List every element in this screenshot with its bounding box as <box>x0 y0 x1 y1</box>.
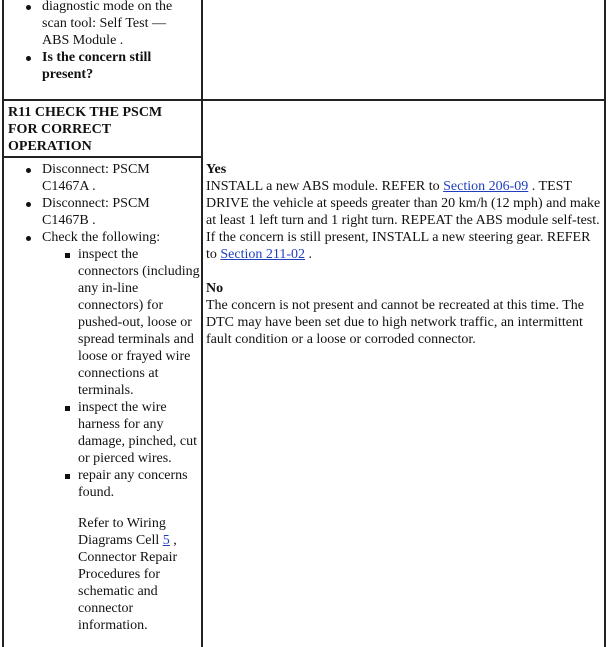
reference-text: , Connector Repair Procedures for schematic and connector information. <box>78 533 178 633</box>
wiring-cell-link[interactable]: 5 <box>162 533 170 548</box>
previous-step-question <box>4 49 160 83</box>
check-text: inspect the connectors (including any in-line connectors) for pushed-out, loose or spread terminals and loose or frayed wire connections at terminals. <box>78 247 200 398</box>
action-item <box>4 229 200 634</box>
previous-step-line3: ABS Module . <box>42 33 124 48</box>
action-item <box>4 161 162 195</box>
no-label: No <box>206 281 224 296</box>
section-206-09-link[interactable]: Section 206-09 <box>443 179 529 194</box>
no-text: The concern is not present and cannot be recreated at this time. The DTC may have been set due to high network traffic, an intermittent fault condition or a loose or corroded connector. <box>206 298 584 347</box>
step-actions-cell <box>4 161 200 634</box>
reference-text: Refer to Wiring Diagrams Cell <box>78 516 166 548</box>
row-divider <box>2 99 606 101</box>
step-heading-text: R11 CHECK THE PSCM FOR CORRECT OPERATION <box>8 105 163 154</box>
action-item <box>4 195 162 229</box>
yes-text-part: . <box>305 247 313 262</box>
previous-step-line2: scan tool: Self Test — <box>42 16 166 31</box>
previous-step-cell <box>4 0 200 83</box>
check-text: inspect the wire harness for any damage, pinched, cut or pierced wires. <box>78 400 197 466</box>
action-text: Disconnect: PSCM C1467B . <box>42 196 150 228</box>
yes-text <box>206 178 602 263</box>
check-item <box>42 467 202 501</box>
check-item <box>42 399 202 467</box>
action-text: Disconnect: PSCM C1467A . <box>42 162 150 194</box>
previous-step-bullet-tail <box>4 0 200 49</box>
check-item <box>42 246 202 399</box>
results-cell <box>206 161 602 348</box>
yes-label: Yes <box>206 162 227 177</box>
action-text: Check the following: <box>42 230 161 245</box>
wiring-reference <box>78 515 188 634</box>
question-text: Is the concern still present? <box>42 50 152 82</box>
yes-text-part: . TEST DRIVE the vehicle at speeds greater than 20 km/h (12 mph) and make at least 1 left turn and 1 right turn. REPEAT the ABS module self-test. If the concern is still present, INSTALL a new steering gear. REFER to <box>206 179 601 262</box>
table-right-border <box>604 0 606 647</box>
step-heading <box>8 104 188 155</box>
section-211-02-link[interactable]: Section 211-02 <box>220 247 306 262</box>
check-text: repair any concerns found. <box>78 468 188 500</box>
heading-divider <box>2 156 203 158</box>
yes-text-part: INSTALL a new ABS module. REFER to <box>206 179 444 194</box>
previous-step-line1: diagnostic mode on the <box>42 0 173 14</box>
